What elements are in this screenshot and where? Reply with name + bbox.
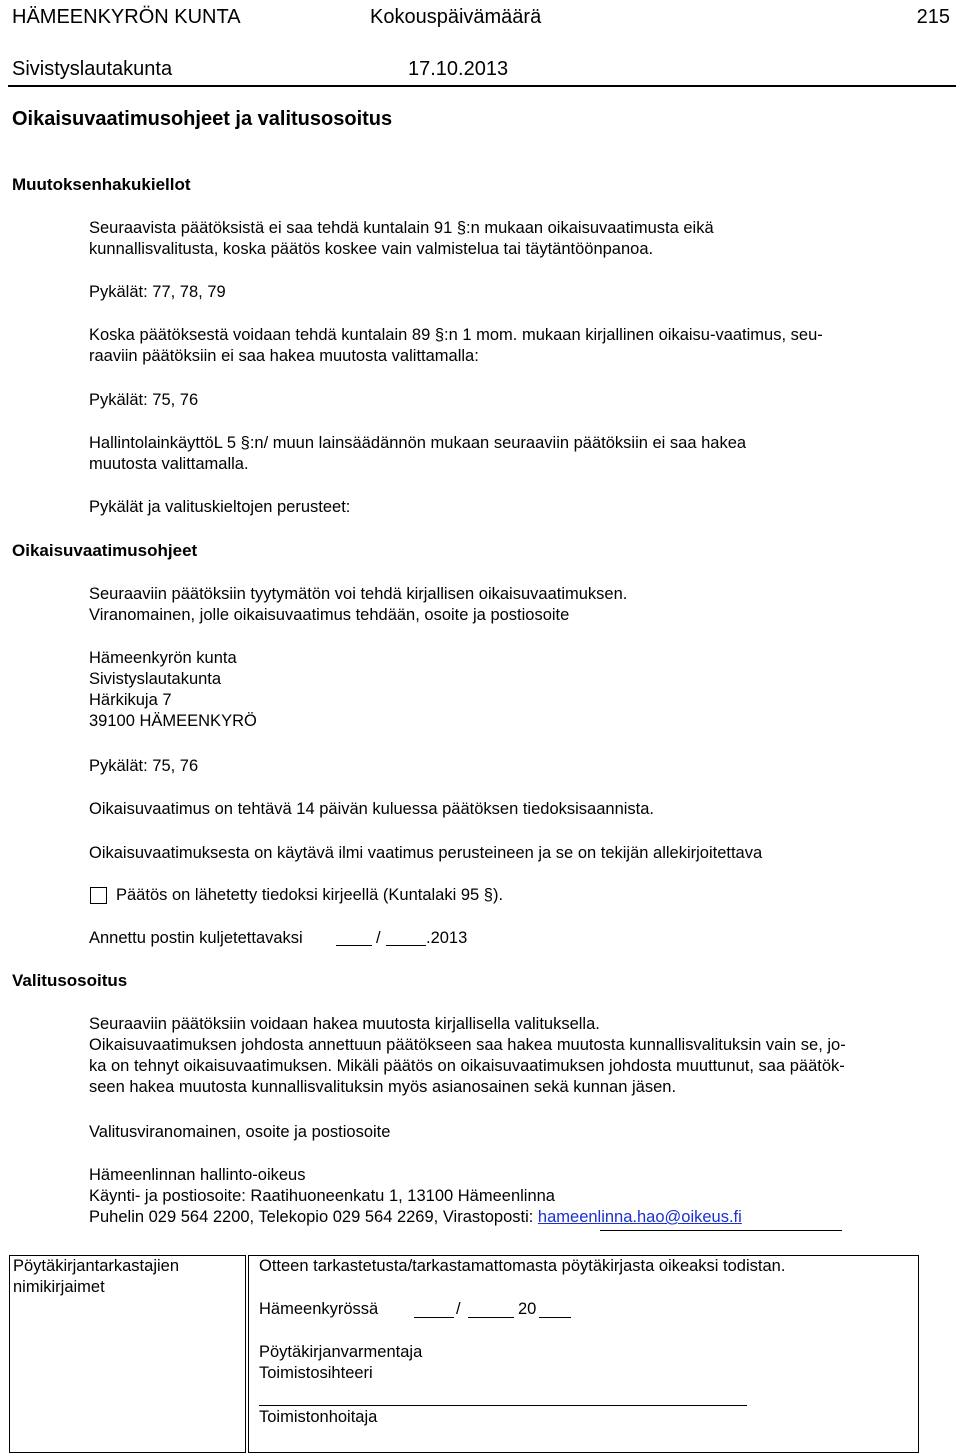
text-line: Koska päätöksestä voidaan tehdä kuntalain 89 §:n 1 mom. mukaan kirjallinen oikaisu-vaatimus, seu- [89, 326, 823, 344]
address-line: Hämeenkyrön kunta [89, 649, 237, 667]
appeal-paragraph-1 [89, 1014, 846, 1098]
letter-notice-label: Päätös on lähetetty tiedoksi kirjeellä (Kuntalaki 95 §). [116, 886, 504, 904]
email-underline-rule [600, 1230, 842, 1231]
address-line: 39100 HÄMEENKYRÖ [89, 712, 257, 730]
text-line: muutosta valittamalla. [89, 455, 249, 473]
section-heading-appeal-bans: Muutoksenhakukiellot [12, 175, 191, 194]
text-line: kunnallisvalitusta, koska päätös koskee vain valmistelua tai täytäntöönpanoa. [89, 240, 654, 258]
appeal-ban-grounds-label: Pykälät ja valituskieltojen perusteet: [89, 498, 351, 516]
verifier-block [259, 1342, 422, 1384]
text-line: Pöytäkirjantarkastajien [13, 1257, 179, 1275]
organization-name: HÄMEENKYRÖN KUNTA [12, 6, 241, 28]
section-heading-rectification: Oikaisuvaatimusohjeet [12, 541, 198, 560]
page-number: 215 [916, 6, 950, 28]
court-contact-line [89, 1207, 742, 1228]
text-line: Seuraaviin päätöksiin voidaan hakea muutosta kirjallisella valituksella. [89, 1015, 600, 1033]
rectification-paragraph-1 [89, 584, 627, 626]
rectification-requirement: Oikaisuvaatimuksesta on käytävä ilmi vaatimus perusteineen ja se on tekijän allekirjoitettava [89, 844, 763, 862]
rectification-authority-address [89, 648, 257, 732]
appeal-bans-paragraph-2 [89, 325, 823, 367]
text-line: raaviin päätöksiin ei saa hakea muutosta valittamalla: [89, 347, 479, 365]
text-line: Viranomainen, jolle oikaisuvaatimus tehdään, osoite ja postiosoite [89, 606, 570, 624]
appeal-authority-label: Valitusviranomainen, osoite ja postiosoite [89, 1123, 391, 1141]
letter-notice-checkbox[interactable] [90, 887, 107, 904]
court-name: Hämeenlinnan hallinto-oikeus [89, 1166, 306, 1184]
sections-list-2: Pykälät: 75, 76 [89, 391, 199, 409]
section-heading-appeal: Valitusosoitus [12, 971, 128, 990]
certification-place: Hämeenkyrössä [259, 1300, 379, 1318]
posted-date-year: .2013 [426, 929, 468, 947]
certification-year-blank [539, 1317, 571, 1318]
verifier-label: Pöytäkirjanvarmentaja [259, 1343, 423, 1361]
court-email-link[interactable]: hameenlinna.hao@oikeus.fi [537, 1208, 742, 1226]
page-title: Oikaisuvaatimusohjeet ja valitusosoitus [12, 108, 393, 130]
appeal-bans-paragraph-3 [89, 433, 746, 475]
court-phone-fax: Puhelin 029 564 2200, Telekopio 029 564 2269, Virastoposti: [89, 1208, 538, 1226]
posted-day-blank [336, 945, 372, 946]
posted-date-separator: / [376, 929, 381, 947]
appeal-authority-address [89, 1165, 742, 1228]
certification-date-separator: / [456, 1300, 461, 1318]
certification-text: Otteen tarkastetusta/tarkastamattomasta pöytäkirjasta oikeaksi todistan. [259, 1257, 786, 1275]
appeal-bans-paragraph-1 [89, 218, 714, 260]
text-line: HallintolainkäyttöL 5 §:n/ muun lainsäädännön mukaan seuraaviin päätöksiin ei saa hakea [89, 434, 747, 452]
checkers-initials-label [13, 1256, 179, 1298]
text-line: seen hakea muutosta kunnallisvalituksin myös asianosainen sekä kunnan jäsen. [89, 1078, 677, 1096]
board-name: Sivistyslautakunta [12, 58, 173, 80]
text-line: Oikaisuvaatimuksen johdosta annettuun päätökseen saa hakea muutosta kunnallisvalituksin vain se, jo- [89, 1036, 846, 1054]
court-visiting-address: Käynti- ja postiosoite: Raatihuoneenkatu 1, 13100 Hämeenlinna [89, 1187, 555, 1205]
text-line: Seuraavista päätöksistä ei saa tehdä kuntalain 91 §:n mukaan oikaisuvaatimusta eikä [89, 219, 714, 237]
address-line: Sivistyslautakunta [89, 670, 222, 688]
rectification-deadline: Oikaisuvaatimus on tehtävä 14 päivän kuluessa päätöksen tiedoksisaannista. [89, 800, 655, 818]
certification-day-blank [414, 1317, 454, 1318]
sections-list-3: Pykälät: 75, 76 [89, 757, 199, 775]
meeting-date: 17.10.2013 [408, 58, 509, 80]
address-line: Härkikuja 7 [89, 691, 172, 709]
certification-year-prefix: 20 [518, 1300, 537, 1318]
clerk-title: Toimistonhoitaja [259, 1408, 378, 1426]
sections-list-1: Pykälät: 77, 78, 79 [89, 283, 226, 301]
text-line: nimikirjaimet [13, 1278, 105, 1296]
certification-month-blank [468, 1317, 514, 1318]
document-type-label: Kokouspäivämäärä [370, 6, 542, 28]
posted-month-blank [386, 945, 426, 946]
text-line: ka on tehnyt oikaisuvaatimuksen. Mikäli päätös on oikaisuvaatimuksen johdosta muuttunut, saa päätök- [89, 1057, 845, 1075]
signature-line [259, 1405, 747, 1406]
header-rule [8, 85, 956, 87]
text-line: Seuraaviin päätöksiin tyytymätön voi tehdä kirjallisen oikaisuvaatimuksen. [89, 585, 628, 603]
posted-date-prefix: Annettu postin kuljetettavaksi [89, 929, 303, 947]
secretary-title: Toimistosihteeri [259, 1364, 373, 1382]
